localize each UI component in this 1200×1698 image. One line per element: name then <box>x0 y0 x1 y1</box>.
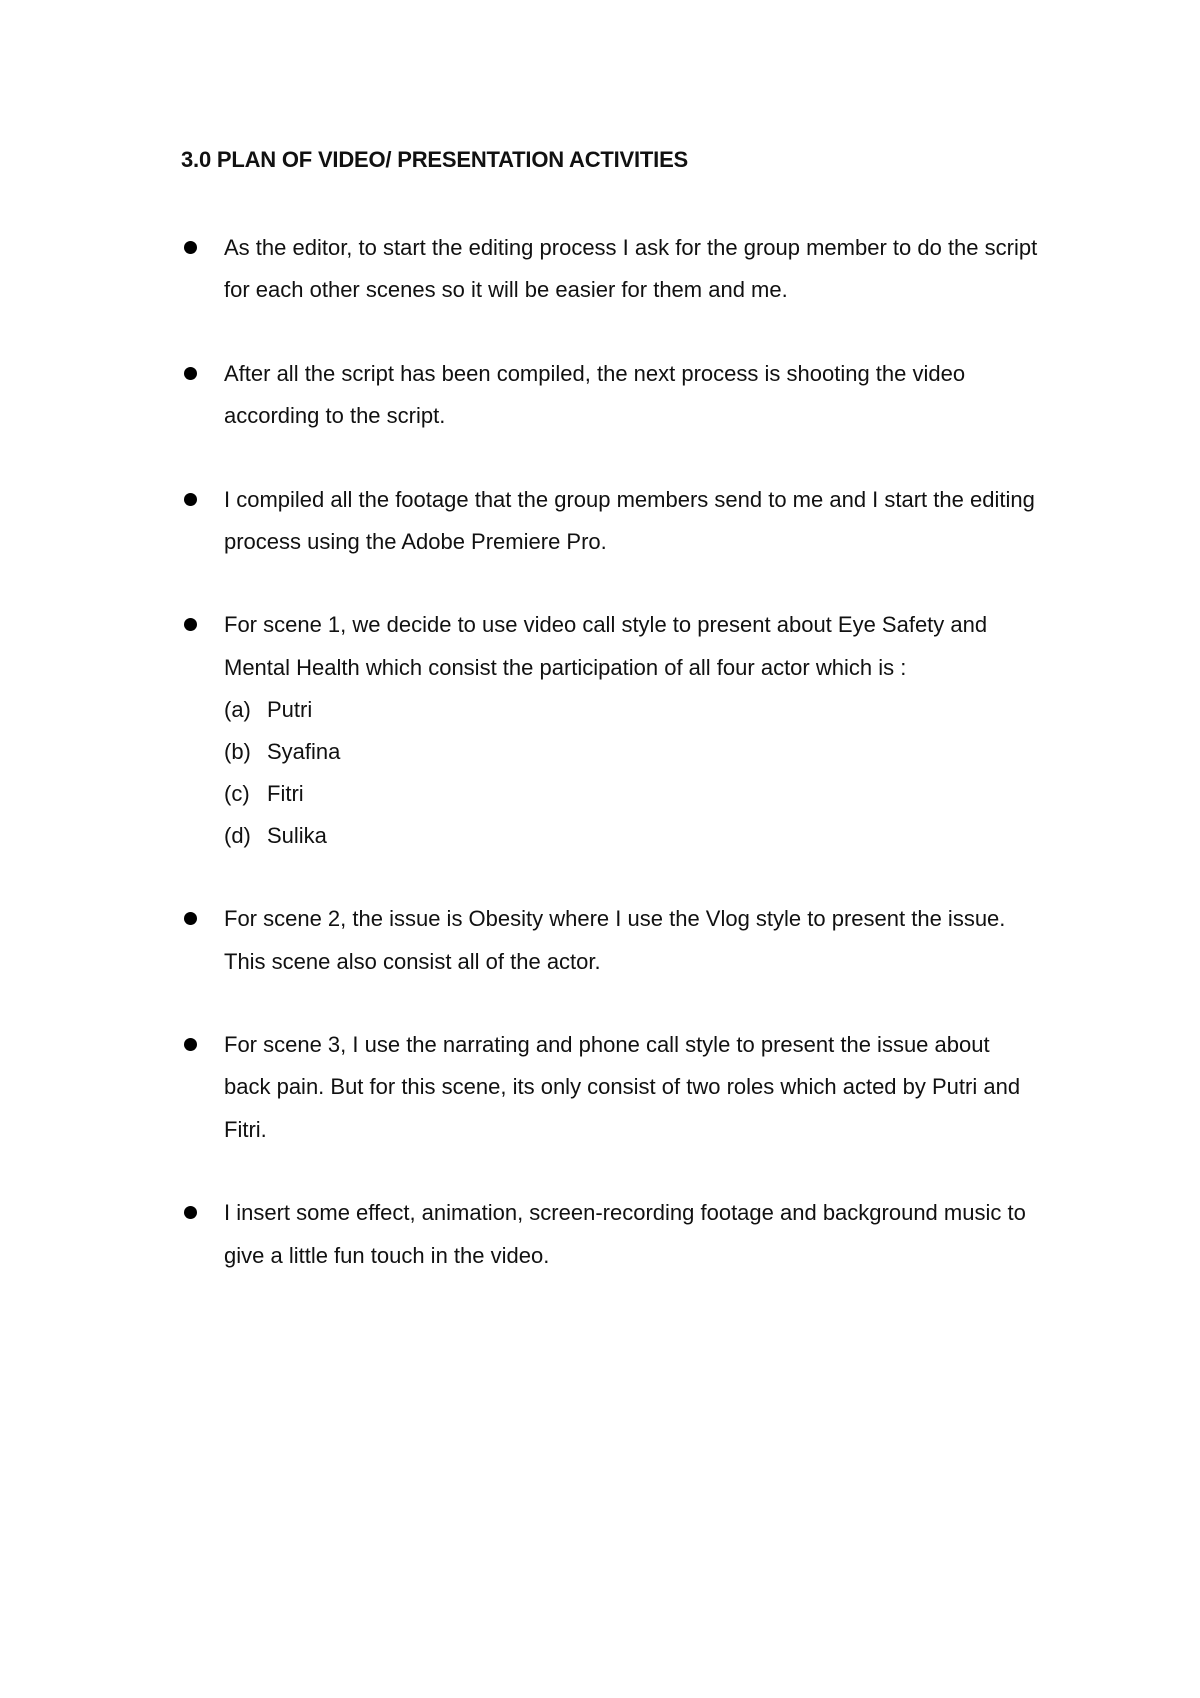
bullet-dot-icon <box>184 912 197 925</box>
sub-list-marker: (b) <box>224 739 251 765</box>
bullet-text: For scene 2, the issue is Obesity where I use the Vlog style to present the issue. This scene also consist all of the actor. <box>224 906 1006 974</box>
activity-bullet-list <box>181 227 1041 1318</box>
section-heading: 3.0 PLAN OF VIDEO/ PRESENTATION ACTIVITIES <box>181 147 689 172</box>
sub-list-text: Syafina <box>267 739 341 765</box>
bullet-text: I insert some effect, animation, screen-recording footage and background music to give a little fun touch in the video. <box>224 1200 1026 1268</box>
sub-list-item <box>224 689 1041 731</box>
bullet-item <box>181 353 1041 438</box>
sub-list-marker: (d) <box>224 823 251 849</box>
bullet-text: After all the script has been compiled, the next process is shooting the video according to the script. <box>224 360 966 429</box>
bullet-item <box>181 479 1041 564</box>
bullet-dot-icon <box>184 1206 197 1219</box>
sub-list-item <box>224 731 1041 773</box>
sub-list-marker: (c) <box>224 781 250 807</box>
bullet-dot-icon <box>184 241 197 254</box>
bullet-item <box>181 604 1041 857</box>
bullet-dot-icon <box>184 367 197 380</box>
bullet-dot-icon <box>184 1038 197 1051</box>
bullet-text: For scene 1, we decide to use video call style to present about Eye Safety and Mental Health which consist the participation of all four actor which is : <box>224 612 988 680</box>
bullet-item <box>181 1192 1041 1277</box>
bullet-text: For scene 3, I use the narrating and phone call style to present the issue about back pain. But for this scene, its only consist of two roles which acted by Putri and Fitri. <box>224 1032 1021 1142</box>
sub-list-text: Sulika <box>267 823 327 849</box>
bullet-item <box>181 1024 1041 1151</box>
bullet-item <box>181 898 1041 983</box>
sub-list-item <box>224 773 1041 815</box>
sub-list-marker: (a) <box>224 697 251 723</box>
bullet-text: As the editor, to start the editing process I ask for the group member to do the script for each other scenes so it will be easier for them and me. <box>224 235 1038 303</box>
bullet-dot-icon <box>184 493 197 506</box>
sub-list-text: Putri <box>267 697 313 723</box>
sub-list-item <box>224 815 1041 857</box>
bullet-item <box>181 227 1041 312</box>
actor-sub-list <box>224 689 1041 857</box>
bullet-dot-icon <box>184 618 197 631</box>
bullet-text: I compiled all the footage that the group members send to me and I start the editing process using the Adobe Premiere Pro. <box>224 486 1035 555</box>
sub-list-text: Fitri <box>267 781 304 807</box>
